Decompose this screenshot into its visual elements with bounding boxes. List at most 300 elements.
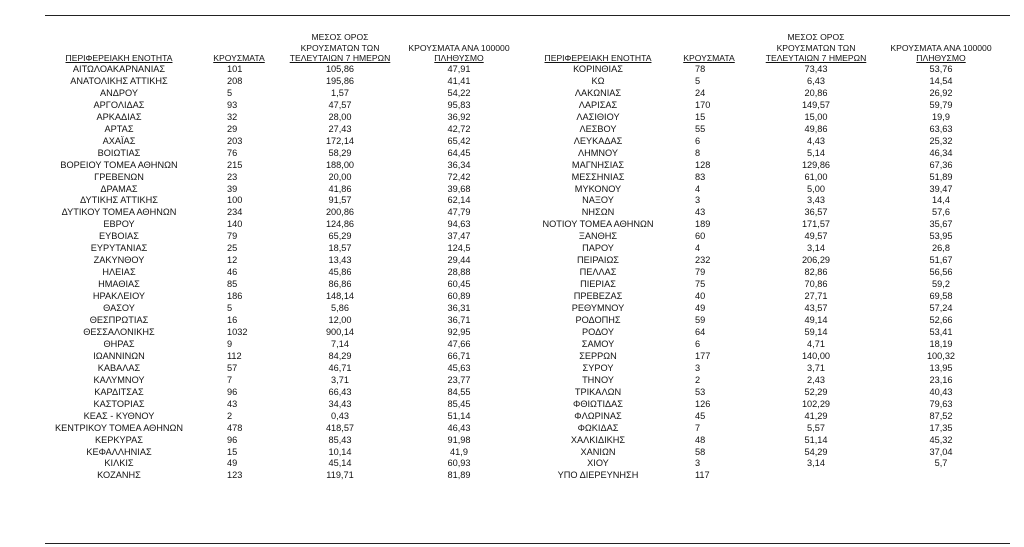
avg-7-days-cell: 36,57 <box>804 207 828 218</box>
per-100000-cell: 53,41 <box>929 326 953 337</box>
avg-7-days-cell: 73,43 <box>804 64 828 74</box>
avg-7-days-cell: 43,57 <box>804 303 828 314</box>
table-row <box>534 375 1006 387</box>
per-100000-cell: 47,66 <box>447 338 471 349</box>
per-100000-cell: 65,42 <box>447 135 471 146</box>
cases-cell: 48 <box>695 434 706 445</box>
cases-cell: 46 <box>227 267 238 278</box>
per-100000-cell: 36,71 <box>447 315 471 326</box>
table-row <box>534 303 1006 315</box>
table-row <box>44 411 522 423</box>
table-row <box>534 88 1006 100</box>
region-cell: ΒΟΙΩΤΙΑΣ <box>97 147 141 158</box>
cases-cell: 15 <box>695 111 706 122</box>
cases-cell: 40 <box>695 291 706 302</box>
region-cell: ΔΥΤΙΚΗΣ ΑΤΤΙΚΗΣ <box>80 195 158 206</box>
cases-cell: 478 <box>227 422 243 433</box>
region-cell: ΜΑΓΝΗΣΙΑΣ <box>571 159 625 170</box>
avg-7-days-cell: 2,43 <box>807 374 825 385</box>
per-100000-cell: 52,66 <box>929 315 953 326</box>
avg-7-days-cell: 102,29 <box>801 398 831 409</box>
avg-7-days-cell: 34,43 <box>328 398 352 409</box>
avg-7-days-cell: 149,57 <box>801 99 831 110</box>
per-100000-cell: 26,92 <box>929 87 953 98</box>
avg-7-days-cell: 41,86 <box>328 183 352 194</box>
cases-cell: 16 <box>227 315 238 326</box>
cases-cell: 32 <box>227 111 238 122</box>
cases-cell: 23 <box>227 171 238 182</box>
cases-cell: 3 <box>695 458 701 469</box>
per-100000-cell: 47,91 <box>447 64 471 74</box>
cases-cell: 96 <box>227 434 238 445</box>
avg-7-days-cell: 49,57 <box>804 231 828 242</box>
table-row <box>44 231 522 243</box>
per-100000-cell: 124,5 <box>447 243 471 254</box>
avg-7-days-cell: 27,43 <box>328 123 352 134</box>
region-cell: ΙΩΑΝΝΙΝΩΝ <box>93 350 145 361</box>
per-100000-cell: 100,32 <box>926 350 956 361</box>
avg-7-days-cell: 66,43 <box>328 386 352 397</box>
cases-cell: 3 <box>695 362 701 373</box>
avg-7-days-cell: 3,14 <box>807 243 825 254</box>
table-row <box>534 172 1006 184</box>
per-100000-cell: 67,36 <box>929 159 953 170</box>
avg-7-days-cell: 45,14 <box>328 458 352 469</box>
region-cell: ΛΗΜΝΟΥ <box>577 147 619 158</box>
cases-cell: 4 <box>695 243 701 254</box>
cases-cell: 58 <box>695 446 706 457</box>
cases-cell: 55 <box>695 123 706 134</box>
region-cell: ΠΕΛΛΑΣ <box>579 267 617 278</box>
region-cell: ΑΙΤΩΛΟΑΚΑΡΝΑΝΙΑΣ <box>72 64 166 74</box>
per-100000-cell: 35,67 <box>929 219 953 230</box>
region-cell: ΝΟΤΙΟΥ ΤΟΜΕΑ ΑΘΗΝΩΝ <box>542 219 654 230</box>
table-row <box>44 88 522 100</box>
table-row <box>534 447 1006 459</box>
per-100000-cell: 26,8 <box>932 243 950 254</box>
per-100000-cell: 57,24 <box>929 303 953 314</box>
region-cell: ΤΗΝΟΥ <box>582 374 614 385</box>
region-cell: ΑΝΑΤΟΛΙΚΗΣ ΑΤΤΙΚΗΣ <box>70 75 168 86</box>
table-row <box>44 219 522 231</box>
per-100000-cell: 23,16 <box>929 374 953 385</box>
per-100000-cell: 45,32 <box>929 434 953 445</box>
region-cell: ΖΑΚΥΝΘΟΥ <box>93 255 145 266</box>
per-100000-cell: 37,04 <box>929 446 953 457</box>
avg-7-days-cell: 91,57 <box>328 195 352 206</box>
region-cell: ΚΩ <box>591 75 605 86</box>
region-cell: ΔΡΑΜΑΣ <box>100 183 138 194</box>
header-avg-7-days: ΜΕΣΟΣ ΟΡΟΣ ΚΡΟΥΣΜΑΤΩΝ ΤΩΝ ΤΕΛΕΥΤΑΙΩΝ 7 ΗΜΕΡΩΝ <box>765 32 867 64</box>
cases-cell: 79 <box>695 267 706 278</box>
per-100000-cell: 25,32 <box>929 135 953 146</box>
table-row <box>534 76 1006 88</box>
table-row <box>534 207 1006 219</box>
cases-cell: 29 <box>227 123 238 134</box>
avg-7-days-cell: 148,14 <box>325 291 355 302</box>
avg-7-days-cell: 188,00 <box>325 159 355 170</box>
per-100000-cell: 29,44 <box>447 255 471 266</box>
region-cell: ΚΕΡΚΥΡΑΣ <box>95 434 143 445</box>
cases-cell: 7 <box>695 422 701 433</box>
per-100000-cell: 39,47 <box>929 183 953 194</box>
cases-cell: 45 <box>695 410 706 421</box>
table-row <box>534 64 1006 76</box>
per-100000-cell: 94,63 <box>447 219 471 230</box>
region-cell: ΦΩΚΙΔΑΣ <box>577 422 619 433</box>
cases-cell: 234 <box>227 207 243 218</box>
avg-7-days-cell: 61,00 <box>804 171 828 182</box>
cases-cell: 126 <box>695 398 711 409</box>
table-row <box>44 435 522 447</box>
table-row <box>534 112 1006 124</box>
per-100000-cell: 40,43 <box>929 386 953 397</box>
avg-7-days-cell: 900,14 <box>325 326 355 337</box>
table-row <box>534 399 1006 411</box>
header-cases: ΚΡΟΥΣΜΑΤΑ <box>683 53 735 64</box>
table-row <box>534 327 1006 339</box>
cases-cell: 8 <box>695 147 701 158</box>
region-cell: ΑΡΓΟΛΙΔΑΣ <box>93 99 145 110</box>
region-cell: ΒΟΡΕΙΟΥ ΤΟΜΕΑ ΑΘΗΝΩΝ <box>60 159 178 170</box>
table-row <box>44 64 522 76</box>
region-cell: ΛΑΡΙΣΑΣ <box>578 99 618 110</box>
region-cell: ΕΒΡΟΥ <box>103 219 135 230</box>
table-row <box>44 375 522 387</box>
table-row <box>534 148 1006 160</box>
avg-7-days-cell: 82,86 <box>804 267 828 278</box>
region-cell: ΑΝΔΡΟΥ <box>99 87 138 98</box>
per-100000-cell: 69,58 <box>929 291 953 302</box>
table-row <box>44 100 522 112</box>
per-100000-cell <box>876 470 1006 482</box>
region-cell: ΚΑΛΥΜΝΟΥ <box>93 374 145 385</box>
left-table-body <box>44 64 522 482</box>
cases-cell: 170 <box>695 99 711 110</box>
avg-7-days-cell: 4,71 <box>807 338 825 349</box>
cases-cell: 83 <box>695 171 706 182</box>
region-cell: ΧΑΛΚΙΔΙΚΗΣ <box>570 434 626 445</box>
avg-7-days-cell: 58,29 <box>328 147 352 158</box>
table-row <box>44 363 522 375</box>
table-row <box>534 219 1006 231</box>
region-cell: ΝΑΞΟΥ <box>582 195 614 206</box>
per-100000-cell: 51,89 <box>929 171 953 182</box>
cases-cell: 140 <box>227 219 243 230</box>
cases-cell: 5 <box>227 87 233 98</box>
header-per-100000: ΚΡΟΥΣΜΑΤΑ ΑΝΑ 100000 ΠΛΗΘΥΣΜΟ <box>890 42 992 64</box>
avg-7-days-cell: 105,86 <box>325 64 355 74</box>
region-cell: ΡΟΔΟΥ <box>581 326 614 337</box>
table-row <box>534 411 1006 423</box>
avg-7-days-cell: 3,14 <box>807 458 825 469</box>
region-cell: ΔΥΤΙΚΟΥ ΤΟΜΕΑ ΑΘΗΝΩΝ <box>61 207 177 218</box>
cases-cell: 49 <box>695 303 706 314</box>
cases-cell: 5 <box>227 303 233 314</box>
region-cell: ΡΕΘΥΜΝΟΥ <box>571 303 625 314</box>
cases-cell: 177 <box>695 350 711 361</box>
avg-7-days-cell: 41,29 <box>804 410 828 421</box>
avg-7-days-cell: 15,00 <box>804 111 828 122</box>
table-row <box>44 327 522 339</box>
avg-7-days-cell: 0,43 <box>331 410 349 421</box>
per-100000-cell: 37,47 <box>447 231 471 242</box>
table-row <box>534 315 1006 327</box>
avg-7-days-cell: 85,43 <box>328 434 352 445</box>
region-cell: ΚΕΝΤΡΙΚΟΥ ΤΟΜΕΑ ΑΘΗΝΩΝ <box>54 422 184 433</box>
cases-cell: 60 <box>695 231 706 242</box>
per-100000-cell: 14,4 <box>932 195 950 206</box>
header-cases: ΚΡΟΥΣΜΑΤΑ <box>213 53 265 64</box>
region-cell: ΚΕΦΑΛΛΗΝΙΑΣ <box>86 446 152 457</box>
region-cell: ΛΑΚΩΝΙΑΣ <box>574 87 622 98</box>
per-100000-cell: 19,9 <box>932 111 950 122</box>
region-cell: ΚΟΖΑΝΗΣ <box>97 470 141 481</box>
right-table-body <box>534 64 1006 482</box>
avg-7-days-cell: 84,29 <box>328 350 352 361</box>
per-100000-cell: 84,55 <box>447 386 471 397</box>
per-100000-cell: 28,88 <box>447 267 471 278</box>
region-cell: ΤΡΙΚΑΛΩΝ <box>574 386 622 397</box>
table-row <box>44 279 522 291</box>
region-cell: ΚΙΛΚΙΣ <box>104 458 134 469</box>
per-100000-cell: 46,34 <box>929 147 953 158</box>
region-cell: ΘΕΣΣΑΛΟΝΙΚΗΣ <box>83 326 155 337</box>
avg-7-days-cell: 7,14 <box>331 338 349 349</box>
avg-7-days-cell: 3,71 <box>331 374 349 385</box>
region-cell: ΝΗΣΩΝ <box>581 207 615 218</box>
cases-cell: 4 <box>695 183 701 194</box>
avg-7-days-cell: 28,00 <box>328 111 352 122</box>
avg-7-days-cell: 124,86 <box>325 219 355 230</box>
per-100000-cell: 64,45 <box>447 147 471 158</box>
avg-7-days-cell: 206,29 <box>801 255 831 266</box>
per-100000-cell: 91,98 <box>447 434 471 445</box>
cases-cell: 186 <box>227 291 243 302</box>
per-100000-cell: 59,2 <box>932 279 950 290</box>
per-100000-cell: 87,52 <box>929 410 953 421</box>
avg-7-days-cell <box>756 470 876 482</box>
avg-7-days-cell: 172,14 <box>325 135 355 146</box>
region-cell: ΛΕΣΒΟΥ <box>579 123 617 134</box>
avg-7-days-cell: 54,29 <box>804 446 828 457</box>
per-100000-cell: 60,45 <box>447 279 471 290</box>
avg-7-days-cell: 5,14 <box>807 147 825 158</box>
cases-cell: 7 <box>227 374 233 385</box>
table-row <box>44 255 522 267</box>
per-100000-cell: 81,89 <box>447 470 471 481</box>
table-row <box>44 291 522 303</box>
per-100000-cell: 42,72 <box>447 123 471 134</box>
per-100000-cell: 51,14 <box>447 410 471 421</box>
region-cell: ΑΡΤΑΣ <box>104 123 134 134</box>
table-row <box>534 136 1006 148</box>
region-cell: ΚΕΑΣ - ΚΥΘΝΟΥ <box>83 410 155 421</box>
table-row <box>44 172 522 184</box>
avg-7-days-cell: 59,14 <box>804 326 828 337</box>
table-row <box>534 195 1006 207</box>
cases-cell: 9 <box>227 338 233 349</box>
cases-cell: 85 <box>227 279 238 290</box>
per-100000-cell: 57,6 <box>932 207 950 218</box>
avg-7-days-cell: 5,00 <box>807 183 825 194</box>
table-row <box>44 124 522 136</box>
avg-7-days-cell: 5,57 <box>807 422 825 433</box>
region-cell: ΑΧΑΪΑΣ <box>102 135 136 146</box>
cases-cell: 78 <box>695 64 706 74</box>
region-cell: ΜΥΚΟΝΟΥ <box>574 183 622 194</box>
table-row <box>44 76 522 88</box>
cases-cell: 64 <box>695 326 706 337</box>
per-100000-cell: 95,83 <box>447 99 471 110</box>
avg-7-days-cell: 27,71 <box>804 291 828 302</box>
per-100000-cell: 39,68 <box>447 183 471 194</box>
region-cell: ΛΑΣΙΘΙΟΥ <box>576 111 620 122</box>
cases-cell: 75 <box>695 279 706 290</box>
per-100000-cell: 53,76 <box>929 64 953 74</box>
table-row <box>534 387 1006 399</box>
table-row <box>44 207 522 219</box>
region-cell: ΠΑΡΟΥ <box>582 243 614 254</box>
table-row <box>44 303 522 315</box>
region-cell: ΗΜΑΘΙΑΣ <box>98 279 140 290</box>
cases-cell: 15 <box>227 446 238 457</box>
per-100000-cell: 13,95 <box>929 362 953 373</box>
per-100000-cell: 63,63 <box>929 123 953 134</box>
avg-7-days-cell: 418,57 <box>325 422 355 433</box>
left-table <box>44 24 522 482</box>
table-row <box>44 470 522 482</box>
per-100000-cell: 85,45 <box>447 398 471 409</box>
table-row <box>534 351 1006 363</box>
per-100000-cell: 36,92 <box>447 111 471 122</box>
avg-7-days-cell: 45,86 <box>328 267 352 278</box>
region-cell: ΠΙΕΡΙΑΣ <box>580 279 616 290</box>
region-cell: ΣΕΡΡΩΝ <box>579 350 617 361</box>
table-row <box>534 363 1006 375</box>
cases-cell: 100 <box>227 195 243 206</box>
per-100000-cell: 36,34 <box>447 159 471 170</box>
region-cell: ΧΑΝΙΩΝ <box>580 446 616 457</box>
cases-cell: 39 <box>227 183 238 194</box>
avg-7-days-cell: 70,86 <box>804 279 828 290</box>
avg-7-days-cell: 1,57 <box>331 87 349 98</box>
region-cell: ΕΥΡΥΤΑΝΙΑΣ <box>90 243 148 254</box>
avg-7-days-cell: 6,43 <box>807 75 825 86</box>
region-cell: ΞΑΝΘΗΣ <box>578 231 618 242</box>
cases-cell: 96 <box>227 386 238 397</box>
avg-7-days-cell: 129,86 <box>801 159 831 170</box>
avg-7-days-cell: 119,71 <box>326 470 354 481</box>
table-row <box>534 231 1006 243</box>
cases-cell: 43 <box>695 207 706 218</box>
top-rule <box>45 15 1010 16</box>
cases-cell: 5 <box>695 75 701 86</box>
per-100000-cell: 41,41 <box>447 75 471 86</box>
region-cell: ΦΛΩΡΙΝΑΣ <box>574 410 622 421</box>
table-row <box>44 339 522 351</box>
cases-cell: 79 <box>227 231 238 242</box>
cases-cell: 128 <box>695 159 711 170</box>
table-row <box>44 160 522 172</box>
region-cell: ΠΡΕΒΕΖΑΣ <box>573 291 623 302</box>
header-avg-7-days: ΜΕΣΟΣ ΟΡΟΣ ΚΡΟΥΣΜΑΤΩΝ ΤΩΝ ΤΕΛΕΥΤΑΙΩΝ 7 ΗΜΕΡΩΝ <box>289 32 391 64</box>
avg-7-days-cell: 46,71 <box>328 362 352 373</box>
region-cell: ΘΑΣΟΥ <box>103 303 135 314</box>
avg-7-days-cell: 49,14 <box>804 315 828 326</box>
cases-cell: 53 <box>695 386 706 397</box>
per-100000-cell: 56,56 <box>929 267 953 278</box>
right-table <box>534 24 1006 482</box>
table-row <box>44 148 522 160</box>
avg-7-days-cell: 13,43 <box>328 255 352 266</box>
table-row <box>44 136 522 148</box>
avg-7-days-cell: 52,29 <box>804 386 828 397</box>
table-row <box>44 351 522 363</box>
region-cell: ΓΡΕΒΕΝΩΝ <box>94 171 144 182</box>
cases-cell: 1032 <box>227 326 248 337</box>
cases-cell: 232 <box>695 255 711 266</box>
region-cell: ΜΕΣΣΗΝΙΑΣ <box>571 171 625 182</box>
table-row <box>534 423 1006 435</box>
avg-7-days-cell: 10,14 <box>328 446 352 457</box>
table-row <box>534 339 1006 351</box>
cases-cell: 93 <box>227 99 238 110</box>
avg-7-days-cell: 49,86 <box>804 123 828 134</box>
table-row <box>44 447 522 459</box>
region-cell: ΗΡΑΚΛΕΙΟΥ <box>92 291 146 302</box>
region-cell: ΘΕΣΠΡΩΤΙΑΣ <box>89 315 149 326</box>
cases-cell: 101 <box>227 64 243 74</box>
table-row <box>44 423 522 435</box>
table-row <box>534 458 1006 470</box>
avg-7-days-cell: 3,71 <box>807 362 825 373</box>
per-100000-cell: 17,35 <box>929 422 953 433</box>
region-cell: ΠΕΙΡΑΙΩΣ <box>577 255 619 266</box>
per-100000-cell: 51,67 <box>929 255 953 266</box>
cases-cell: 49 <box>227 458 238 469</box>
avg-7-days-cell: 47,57 <box>328 99 352 110</box>
bottom-rule <box>45 543 1010 544</box>
table-row <box>534 100 1006 112</box>
cases-cell: 12 <box>227 255 238 266</box>
table-row <box>44 195 522 207</box>
per-100000-cell: 46,43 <box>447 422 471 433</box>
per-100000-cell: 92,95 <box>447 326 471 337</box>
table-row <box>534 291 1006 303</box>
header-region: ΠΕΡΙΦΕΡΕΙΑΚΗ ΕΝΟΤΗΤΑ <box>65 53 173 64</box>
cases-cell: 25 <box>227 243 238 254</box>
cases-cell: 2 <box>227 410 233 421</box>
avg-7-days-cell: 4,43 <box>807 135 825 146</box>
region-cell: ΧΙΟΥ <box>587 458 609 469</box>
table-row <box>44 112 522 124</box>
region-cell: ΘΗΡΑΣ <box>103 338 135 349</box>
cases-cell: 76 <box>227 147 238 158</box>
cases-cell: 2 <box>695 374 701 385</box>
table-row <box>44 315 522 327</box>
table-row <box>44 399 522 411</box>
cases-cell: 57 <box>227 362 238 373</box>
table-row <box>44 387 522 399</box>
region-cell: ΛΕΥΚΑΔΑΣ <box>573 135 623 146</box>
table-row <box>534 279 1006 291</box>
avg-7-days-cell: 200,86 <box>325 207 355 218</box>
table-row <box>534 255 1006 267</box>
cases-cell: 43 <box>227 398 238 409</box>
header-region: ΠΕΡΙΦΕΡΕΙΑΚΗ ΕΝΟΤΗΤΑ <box>544 53 652 64</box>
region-cell: ΕΥΒΟΙΑΣ <box>99 231 139 242</box>
